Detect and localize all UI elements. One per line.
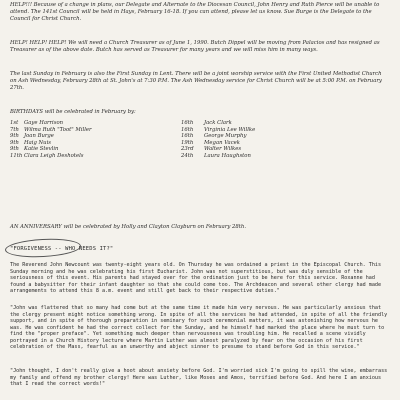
lent-notice: The last Sunday in February is also the First Sunday in Lent. There will be a joint worship service with the First United Methodist Church on Ash Wednesday, February 28th at St. John's at 7:30 P.M. The Ash Wednesday service for Christ Church will be at 5:00 P.M. on February 27th. (10, 71, 382, 91)
anniversary-notice: AN ANNIVERSARY will be celebrated by Holly and Clayton Clayburn on February 28th. (10, 224, 247, 230)
birthday-name: Joan Burge (24, 133, 54, 140)
birthday-date: 7th (10, 126, 19, 133)
birthday-name: George Murphy (204, 133, 247, 140)
birthday-name: Gaye Harrison (24, 120, 64, 126)
birthday-date: 16th (181, 120, 194, 126)
birthday-name: Megan Vacek (204, 139, 241, 146)
birthday-name: Clara Leigh Deshotels (24, 152, 84, 159)
birthday-row (10, 153, 330, 160)
help-delegate-notice: HELP!!! Because of a change in plans, our Delegate and Alternate to the Diocesan Council, John Henry and Ruth Pierce will be unable to attend. The 141st Council will be held in Hays, February 16-18. If you can attend, please let us know. Sue Burge is the Delegate to the Council for Christ Church. (10, 2, 380, 22)
birthday-row (10, 127, 330, 134)
birthday-row (10, 146, 330, 153)
forgiveness-heading: "FORGIVENESS -- WHO NEEDS IT?" (10, 246, 114, 252)
story-paragraph-2: "John was flattered that so many had come but at the same time it made him very nervous. He was particularly anxious that the clergy present might notice something wrong. In spite of all the services he had attended, in spite of all the friendly support, and in spite of thorough preparation in seminary for such ceremonial matters, it was astonishing how nervous he was. He was confident he had the correct collect for the Sunday, and he himself had marked the place where he must turn to find the "proper preface". Yet something much deeper than nervousness was troubling him. He recalled a scene vividly portrayed in a Church History lecture where Martin Luther was almost paralyzed by fear on the occasion of his first celebration of the Mass, fearful as an unworthy and abject sinner to presume to stand before God in this service." (10, 305, 388, 351)
birthdays-heading: BIRTHDAYS will be celebrated in February by: (10, 109, 136, 115)
birthday-name: Walter Wilkes (204, 146, 242, 153)
birthday-date: 16th (181, 133, 194, 140)
birthday-date: 9th (10, 133, 19, 140)
birthday-name: Wilma Ruth "Toot" Miller (24, 126, 92, 133)
birthday-name: Virginia Lee Willke (204, 126, 256, 133)
birthday-list (10, 120, 330, 160)
birthday-row (10, 140, 330, 147)
birthday-date: 24th (181, 152, 194, 159)
birthday-row (10, 133, 330, 140)
birthday-date: 9th (10, 139, 19, 146)
help-treasurer-notice: HELP! HELP! HELP! We will need a Church Treasurer as of June 1, 1990. Butch Dippel will be moving from Palacios and has resigned as Treasurer as of the above date. Butch has served as Treasurer for many years and we will miss him in many ways. (10, 40, 380, 53)
birthday-name: Jack Clark (204, 120, 232, 126)
birthday-date: 1st (10, 120, 19, 126)
birthday-date: 9th (10, 146, 19, 153)
story-paragraph-1: The Reverend John Newcount was twenty-eight years old. On Thursday he was ordained a priest in the Episcopal Church. This Sunday morning and he was celebrating his first Eucharist. John was not superstitious, but was duly sensible of the seriousness of this event. His parents had stayed over for the ordination just to be here for this service. Roxanne had found a babysitter for their infant daughter so that she could come too. The Archdeacon and several other clergy had made arrangements to attend this 8 a.m. event and still get back to their respective duties." (10, 262, 382, 295)
birthday-name: Katie Stevlin (24, 146, 59, 153)
birthday-row (10, 120, 330, 127)
birthday-date: 23rd (181, 146, 194, 153)
birthday-name: Haig Nuis (24, 139, 52, 146)
birthday-date: 16th (181, 126, 194, 133)
birthday-name: Laura Haughston (204, 152, 251, 159)
birthday-date: 11th (10, 152, 23, 159)
birthday-date: 19th (181, 139, 194, 146)
story-paragraph-3: "John thought, I don't really give a hoot about anxiety before God. I'm worried sick I'm going to spill the wine, embarrass my family and offend my brother clergy! Here was Luther, like Moses and Amos, terrified before God. And here I am anxious that I read the correct words!" (10, 368, 388, 388)
